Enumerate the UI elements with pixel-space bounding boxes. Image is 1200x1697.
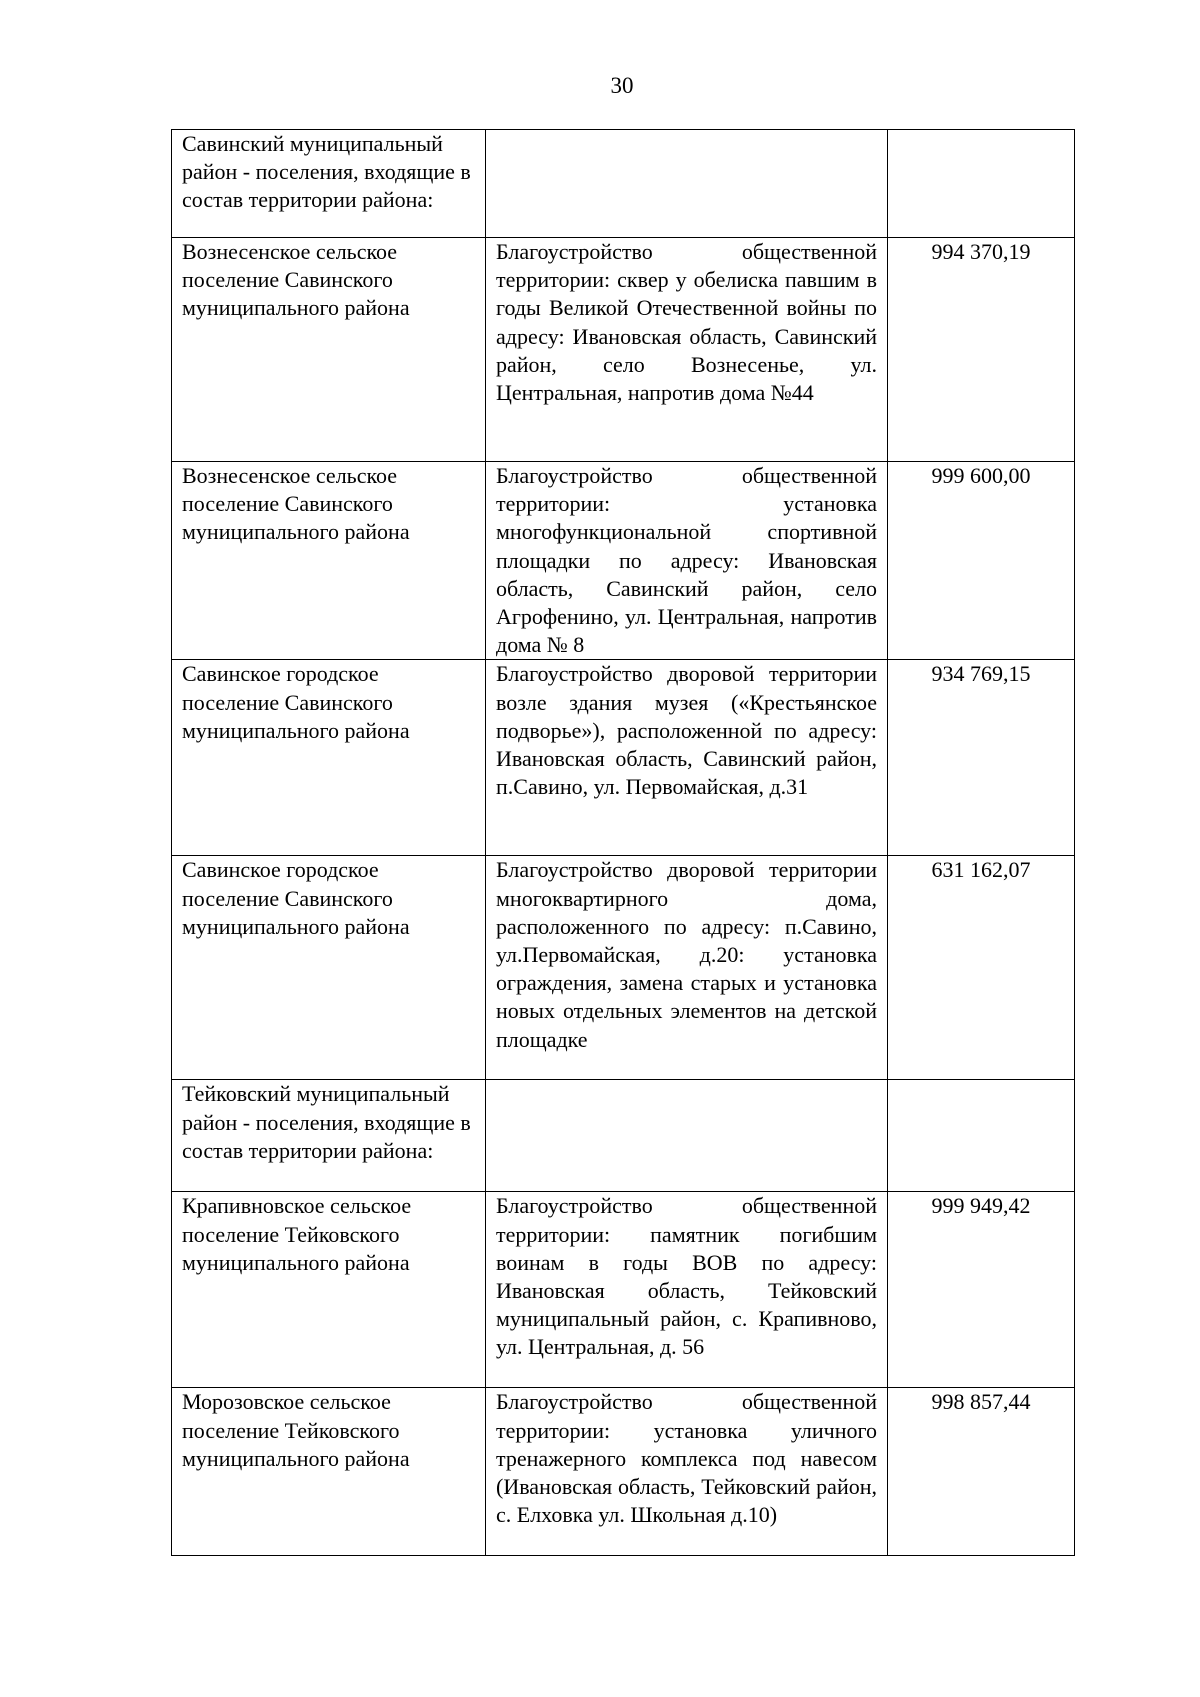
municipality-cell: Вознесенское сельское поселение Савинского муниципального района (172, 462, 486, 660)
project-cell: Благоустройство дворовой территории возле здания музея («Крестьянское подворье»), расположенной по адресу: Ивановская область, Савинский район, п.Савино, ул. Первомайская, д.31 (486, 660, 888, 856)
project-cell: Благоустройство общественной территории: установка многофункциональной спортивной площадки по адресу: Ивановская область, Савинский район, село Агрофенино, ул. Центральная, напротив дома № 8 (486, 462, 888, 660)
project-cell: Благоустройство общественной территории: сквер у обелиска павшим в годы Великой Отечественной войны по адресу: Ивановская область, Савинский район, село Вознесенье, ул. Центральная, напротив дома №44 (486, 238, 888, 462)
table-row (172, 130, 1075, 238)
amount-cell (888, 130, 1075, 238)
page-number: 30 (610, 73, 634, 98)
table-row (172, 1192, 1075, 1388)
amount-cell: 998 857,44 (888, 1388, 1075, 1556)
amount-cell: 631 162,07 (888, 856, 1075, 1080)
funding-table (171, 129, 1075, 1556)
table-row (172, 660, 1075, 856)
amount-cell (888, 1080, 1075, 1192)
municipality-cell: Савинский муниципальный район - поселения, входящие в состав территории района: (172, 130, 486, 238)
table-row (172, 462, 1075, 660)
amount-cell: 999 600,00 (888, 462, 1075, 660)
project-cell: Благоустройство общественной территории: памятник погибшим воинам в годы ВОВ по адресу: Ивановская область, Тейковский муниципальный район, с. Крапивново, ул. Центральная, д. 56 (486, 1192, 888, 1388)
table-row (172, 1080, 1075, 1192)
municipality-cell: Савинское городское поселение Савинского муниципального района (172, 856, 486, 1080)
project-cell: Благоустройство общественной территории: установка уличного тренажерного комплекса под навесом (Ивановская область, Тейковский район, с. Елховка ул. Школьная д.10) (486, 1388, 888, 1556)
municipality-cell: Вознесенское сельское поселение Савинского муниципального района (172, 238, 486, 462)
table-row (172, 238, 1075, 462)
project-cell (486, 130, 888, 238)
municipality-cell: Крапивновское сельское поселение Тейковского муниципального района (172, 1192, 486, 1388)
project-cell (486, 1080, 888, 1192)
amount-cell: 934 769,15 (888, 660, 1075, 856)
amount-cell: 999 949,42 (888, 1192, 1075, 1388)
municipality-cell: Савинское городское поселение Савинского муниципального района (172, 660, 486, 856)
project-cell: Благоустройство дворовой территории многоквартирного дома, расположенного по адресу: п.Савино, ул.Первомайская, д.20: установка ограждения, замена старых и установка новых отдельных элементов на детской площадке (486, 856, 888, 1080)
amount-cell: 994 370,19 (888, 238, 1075, 462)
table-row (172, 1388, 1075, 1556)
table-row (172, 856, 1075, 1080)
municipality-cell: Тейковский муниципальный район - поселения, входящие в состав территории района: (172, 1080, 486, 1192)
municipality-cell: Морозовское сельское поселение Тейковского муниципального района (172, 1388, 486, 1556)
